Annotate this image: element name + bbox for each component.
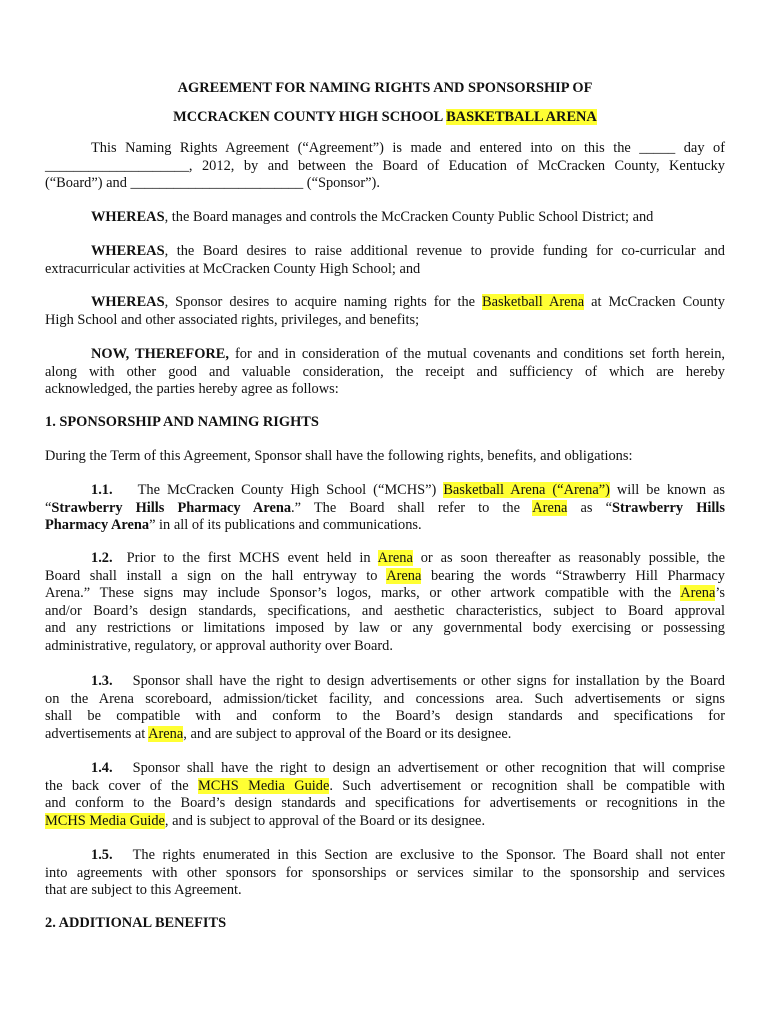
- clause-1-5-text: The rights enumerated in this Section are exclusive to the Sponsor. The Board shall not enter: [132, 847, 725, 863]
- whereas-2: [45, 243, 725, 278]
- highlight-arena: Arena: [377, 550, 413, 566]
- title-line-2-text: MCCRACKEN COUNTY HIGH SCHOOL: [173, 109, 447, 125]
- clause-1-4-text-c: . Such advertisement or recognition shall be compatible with: [329, 777, 725, 794]
- whereas-1-text: , the Board manages and controls the McCracken County Public School District; and: [164, 209, 654, 225]
- clause-number: 1.5.: [91, 847, 113, 863]
- clause-1-3-text-b: advertisements at: [45, 725, 149, 742]
- highlight-arena: Arena: [386, 567, 422, 584]
- clause-1-3-text: Sponsor shall have the right to design advertisements or other signs for installation by the Board: [132, 673, 725, 689]
- highlight-media-guide: MCHS Media Guide: [45, 812, 165, 829]
- title-line-1: AGREEMENT FOR NAMING RIGHTS AND SPONSORSHIP OF: [177, 80, 593, 96]
- whereas-1-line: [45, 209, 725, 227]
- title-highlight: BASKETBALL ARENA: [446, 109, 597, 125]
- clause-1-4-line-3: and conform to the Board’s design standards and specifications for advertisements or recognitions in the: [45, 795, 725, 811]
- clause-1-5-line-3: that are subject to this Agreement.: [45, 882, 242, 898]
- whereas-3: [45, 294, 725, 329]
- clause-1-3-line-4: [45, 726, 725, 744]
- clause-1-5-line-1: [45, 847, 725, 865]
- highlight-basketball-arena: Basketball Arena (“Arena”): [443, 482, 610, 498]
- clause-1-2-text-f: ’s: [715, 585, 725, 601]
- clause-1-2-line-2: [45, 568, 725, 586]
- whereas-2-line-2: extracurricular activities at McCracken County High School; and: [45, 260, 421, 277]
- clause-1-4-text-d: , and is subject to approval of the Board or its designee.: [164, 812, 486, 829]
- clause-1-1-text-c: .” The Board shall refer to the: [291, 499, 533, 516]
- clause-1-2-text: Prior to the first MCHS event held in: [126, 550, 378, 566]
- clause-1-4: [45, 760, 725, 830]
- clause-1-2-line-6: administrative, regulatory, or approval authority over Board.: [45, 637, 393, 654]
- highlight-arena: Arena: [680, 585, 716, 601]
- clause-1-2-line-4: and/or Board’s design standards, specifications, and aesthetic characteristics, subject to Board approval: [45, 602, 725, 619]
- whereas-2-line-1: [45, 243, 725, 261]
- during-paragraph: [45, 448, 725, 466]
- now-therefore: [45, 346, 725, 399]
- whereas-3-line-2: High School and other associated rights, privileges, and benefits;: [45, 311, 420, 328]
- clause-1-1-text-e: ” in all of its publications and communications.: [149, 517, 422, 533]
- clause-1-4-text: Sponsor shall have the right to design an advertisement or other recognition that will comprise: [132, 760, 725, 776]
- clause-1-1-line-3: [45, 517, 725, 535]
- now-line-3: acknowledged, the parties hereby agree as follows:: [45, 381, 339, 397]
- sponsor-name: Pharmacy Arena: [45, 517, 150, 533]
- title-line-2: [45, 109, 725, 127]
- clause-number: 1.4.: [91, 760, 113, 776]
- sponsor-name: Strawberry Hills: [611, 499, 725, 516]
- whereas-1: [45, 209, 725, 227]
- clause-number: 1.1.: [91, 482, 113, 498]
- clause-1-2-text-e: Arena.” These signs may include Sponsor’s logos, marks, or other artwork compatible with the: [45, 585, 681, 601]
- clause-1-4-line-4: [45, 813, 725, 831]
- highlight-media-guide: MCHS Media Guide: [197, 777, 330, 794]
- during-line: During the Term of this Agreement, Sponsor shall have the following rights, benefits, and obligations:: [45, 448, 633, 464]
- section-1-heading: 1. SPONSORSHIP AND NAMING RIGHTS: [45, 414, 319, 430]
- clause-1-1: [45, 482, 725, 535]
- intro-paragraph: [45, 140, 725, 193]
- highlight-basketball-arena: Basketball Arena: [482, 294, 585, 310]
- quote-open: “: [45, 499, 52, 516]
- clause-1-3-line-1: [45, 673, 725, 691]
- clause-1-3-line-2: on the Arena scoreboard, admission/ticket facility, and concessions area. Such advertisements or signs: [45, 690, 725, 707]
- clause-1-1-text: The McCracken County High School (“MCHS”): [137, 482, 444, 498]
- whereas-keyword: WHEREAS: [91, 243, 165, 259]
- clause-1-1-line-1: [45, 482, 725, 500]
- intro-line-2: ____________________, 2012, by and between the Board of Education of McCracken County, Kentucky: [45, 157, 725, 174]
- whereas-keyword: WHEREAS: [91, 294, 165, 310]
- clause-number: 1.2.: [91, 550, 113, 566]
- clause-1-1-text-d: as “: [567, 499, 612, 516]
- sponsor-name: Strawberry Hills Pharmacy Arena: [51, 499, 292, 516]
- intro-line-3: (“Board”) and ________________________ (“Sponsor”).: [45, 175, 380, 191]
- highlight-arena: Arena: [532, 499, 568, 516]
- clause-1-1-line-2: [45, 500, 725, 518]
- whereas-3-text-a: , Sponsor desires to acquire naming rights for the: [164, 294, 483, 310]
- clause-1-2: [45, 550, 725, 655]
- now-therefore-keyword: NOW, THEREFORE,: [91, 346, 229, 362]
- clause-1-2-line-3: [45, 585, 725, 603]
- whereas-3-line-1: [45, 294, 725, 312]
- highlight-arena: Arena: [148, 725, 184, 742]
- clause-1-2-line-1: [45, 550, 725, 568]
- clause-1-4-line-2: [45, 778, 725, 796]
- intro-line-1: This Naming Rights Agreement (“Agreement”) is made and entered into on this the _____ day of: [91, 140, 725, 156]
- clause-1-2-line-5: and any restrictions or limitations imposed by law or any governmental body exercising or possessing: [45, 620, 725, 636]
- clause-1-4-text-b: the back cover of the: [45, 777, 198, 794]
- now-line-2: along with other good and valuable consideration, the receipt and sufficiency of which are hereby: [45, 363, 725, 380]
- clause-1-1-text-b: will be known as: [609, 482, 725, 498]
- clause-number: 1.3.: [91, 673, 113, 689]
- section-2-heading: 2. ADDITIONAL BENEFITS: [45, 915, 227, 931]
- now-line-1: [45, 346, 725, 364]
- now-text: for and in consideration of the mutual covenants and conditions set forth herein,: [228, 346, 726, 362]
- clause-1-3-text-c: , and are subject to approval of the Board or its designee.: [183, 725, 512, 742]
- clause-1-2-text-d: bearing the words “Strawberry Hill Pharmacy: [421, 567, 725, 584]
- clause-1-2-text-c: Board shall install a sign on the hall entryway to: [45, 567, 387, 584]
- whereas-keyword: WHEREAS: [91, 209, 165, 225]
- clause-1-4-line-1: [45, 760, 725, 778]
- whereas-3-text-b: at McCracken County: [584, 294, 725, 310]
- whereas-2-text: , the Board desires to raise additional revenue to provide funding for co-curricular and: [164, 243, 725, 259]
- clause-1-3-line-3: shall be compatible with and conform to the Board’s design standards and specifications for: [45, 708, 725, 724]
- clause-1-5-line-2: into agreements with other sponsors for sponsorships or services similar to the sponsorship and services: [45, 864, 725, 881]
- clause-1-5: [45, 847, 725, 900]
- clause-1-2-text-b: or as soon thereafter as reasonably possible, the: [412, 550, 725, 566]
- clause-1-3: [45, 673, 725, 743]
